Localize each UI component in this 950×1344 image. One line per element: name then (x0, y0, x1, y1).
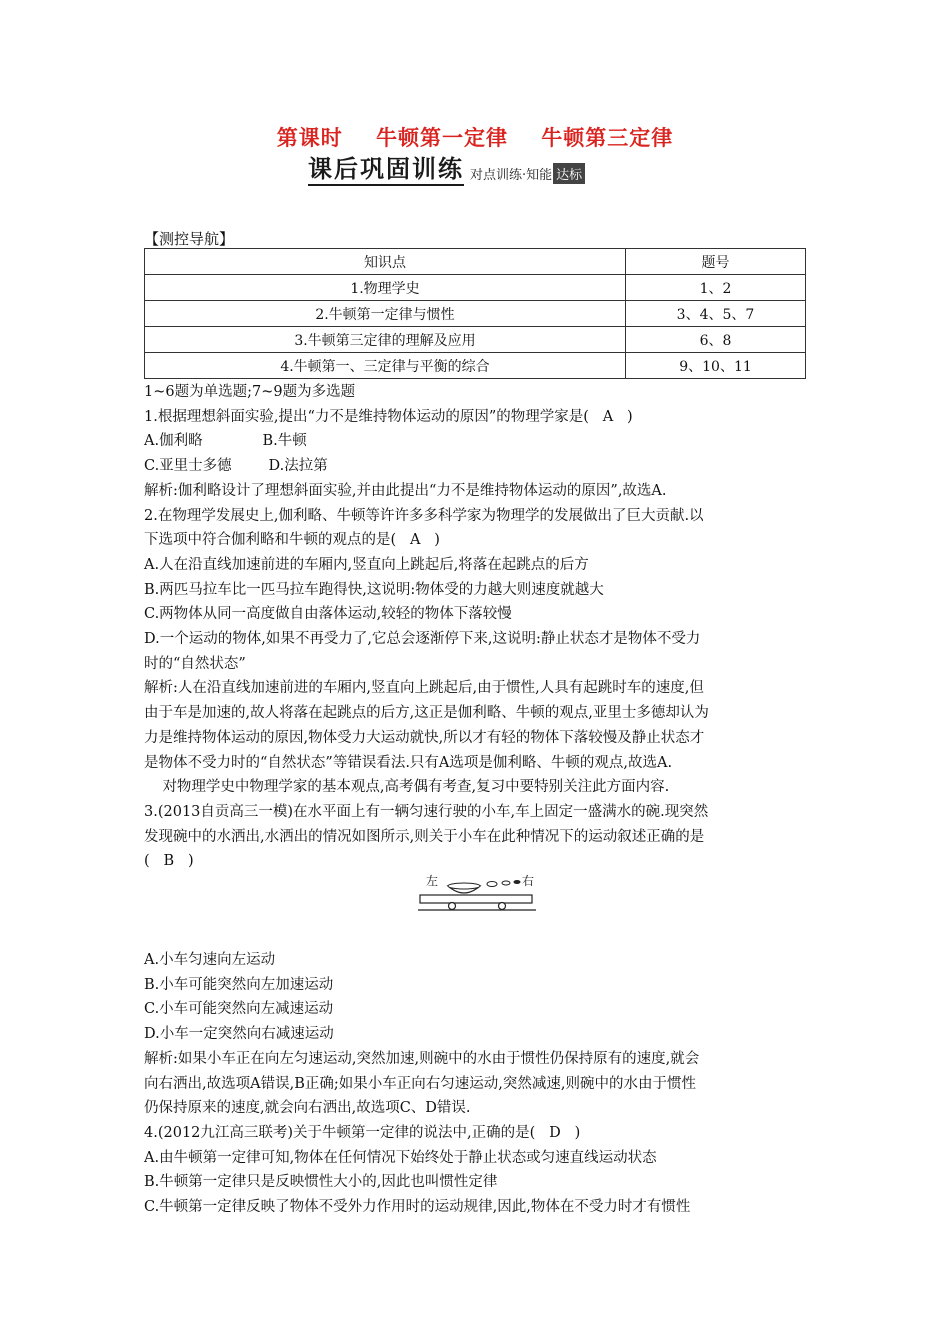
table-cell-knowledge: 3.牛顿第三定律的理解及应用 (145, 327, 626, 353)
body-text (144, 380, 808, 1220)
table-cell-questions: 3、4、5、7 (626, 301, 806, 327)
text-line: C.亚里士多德 D.法拉第 (144, 458, 328, 475)
table-cell-questions: 1、2 (626, 275, 806, 301)
text-line: D.一个运动的物体,如果不再受力了,它总会逐渐停下来,这说明:静止状态才是物体不受力 (144, 631, 701, 648)
text-line: B.小车可能突然向左加速运动 (144, 976, 334, 993)
lesson-title: 第课时 牛顿第一定律 牛顿第三定律 (276, 126, 674, 150)
text-line: 3.(2013自贡高三一模)在水平面上有一辆匀速行驶的小车,车上固定一盛满水的碗.现突然 (144, 803, 709, 820)
text-line: B.两匹马拉车比一匹马拉车跑得快,这说明:物体受的力越大则速度就越大 (144, 581, 604, 598)
table-cell-knowledge: 4.牛顿第一、三定律与平衡的综合 (145, 353, 626, 379)
cart-body (420, 895, 532, 903)
text-line: 下选项中符合伽利略和牛顿的观点的是( A ) (144, 532, 440, 549)
text-line: 解析:人在沿直线加速前进的车厢内,竖直向上跳起后,由于惯性,人具有起跳时车的速度,但 (144, 680, 704, 697)
text-line: 1.根据理想斜面实验,提出“力不是维持物体运动的原因”的物理学家是( A ) (144, 408, 633, 425)
text-line: C.两物体从同一高度做自由落体运动,较轻的物体下落较慢 (144, 606, 512, 623)
bowl-rim (448, 883, 480, 889)
text-line: 1~6题为单选题;7~9题为多选题 (144, 384, 356, 400)
table-row (145, 275, 806, 301)
text-line: B.牛顿第一定律只是反映惯性大小的,因此也叫惯性定律 (144, 1174, 498, 1191)
text-line: 是物体不受力时的“自然状态”等错误看法.只有A选项是伽利略、牛顿的观点,故选A. (144, 754, 673, 771)
text-line: 力是维持物体运动的原因,物体受力大运动就快,所以才有轻的物体下落较慢及静止状态才 (144, 729, 705, 746)
banner-main-text: 课后巩固训练 (308, 155, 464, 186)
table-cell-knowledge: 2.牛顿第一定律与惯性 (145, 301, 626, 327)
table-header-row (145, 249, 806, 275)
water-drop (487, 882, 497, 887)
table-row (145, 301, 806, 327)
text-line: D.小车一定突然向右减速运动 (144, 1026, 334, 1043)
text-line: 解析:伽利略设计了理想斜面实验,并由此提出“力不是维持物体运动的原因”,故选A. (144, 482, 667, 499)
text-line: 时的“自然状态” (144, 655, 246, 672)
banner-sub-plain: 对点训练·知能 (470, 168, 553, 183)
text-line: 2.在物理学发展史上,伽利略、牛顿等许许多多科学家为物理学的发展做出了巨大贡献.以 (144, 507, 704, 524)
text-line: 解析:如果小车正在向左匀速运动,突然加速,则碗中的水由于惯性仍保持原有的速度,就会 (144, 1050, 700, 1067)
text-line: A.伽利略 B.牛顿 (144, 433, 307, 450)
section-banner (308, 156, 585, 186)
table-cell-questions: 9、10、11 (626, 353, 806, 379)
text-line: 由于车是加速的,故人将落在起跳点的后方,这正是伽利略、牛顿的观点,亚里士多德却认为 (144, 705, 709, 722)
text-line: 发现碗中的水洒出,水洒出的情况如图所示,则关于小车在此种情况下的运动叙述正确的是 (144, 828, 705, 845)
text-line: 向右洒出,故选项A错误,B正确;如果小车正向右匀速运动,突然减速,则碗中的水由于惯性 (144, 1075, 696, 1092)
header-knowledge: 知识点 (145, 249, 626, 275)
figure-right-label: 右 (522, 874, 535, 888)
text-line: ( B ) (144, 853, 194, 870)
text-line: A.人在沿直线加速前进的车厢内,竖直向上跳起后,将落在起跳点的后方 (144, 556, 589, 573)
text-line: C.牛顿第一定律反映了物体不受外力作用时的运动规律,因此,物体在不受力时才有惯性 (144, 1199, 691, 1216)
text-line: A.由牛顿第一定律可知,物体在任何情况下始终处于静止状态或匀速直线运动状态 (144, 1149, 657, 1166)
text-line: 4.(2012九江高三联考)关于牛顿第一定律的说法中,正确的是( D ) (144, 1124, 581, 1141)
table-row (145, 353, 806, 379)
text-line: A.小车匀速向左运动 (144, 952, 276, 969)
text-line: 对物理学史中物理学家的基本观点,高考偶有考查,复习中要特别关注此方面内容. (144, 779, 670, 796)
header-question-no: 题号 (626, 249, 806, 275)
text-line: C.小车可能突然向左减速运动 (144, 1001, 334, 1018)
water-drop (514, 881, 520, 884)
cart-wheel (499, 903, 506, 910)
banner-subtitle (470, 163, 585, 184)
water-drop (502, 881, 510, 885)
cart-bowl-figure (414, 870, 544, 918)
figure-left-label: 左 (426, 874, 439, 888)
nav-label: 【测控导航】 (144, 230, 235, 248)
cart-wheel (449, 903, 456, 910)
text-line: 仍保持原来的速度,就会向右洒出,故选项C、D错误. (144, 1100, 471, 1117)
banner-sub-highlight: 达标 (553, 163, 585, 184)
table-cell-knowledge: 1.物理学史 (145, 275, 626, 301)
table-row (145, 327, 806, 353)
knowledge-table (144, 248, 806, 379)
table-cell-questions: 6、8 (626, 327, 806, 353)
